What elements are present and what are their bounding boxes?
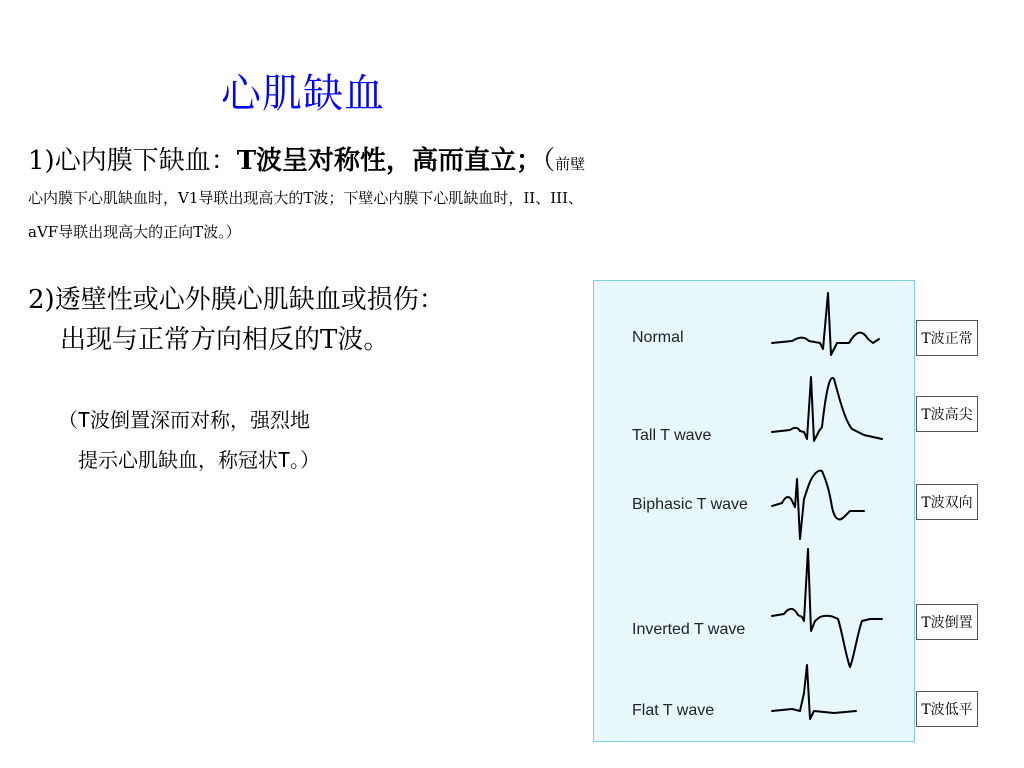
point-1-number: 1) — [28, 146, 55, 176]
tag-inverted: T波倒置 — [916, 604, 978, 640]
ecg-trace-normal — [772, 293, 879, 355]
ecg-label-normal: Normal — [632, 329, 684, 346]
ecg-figure — [593, 280, 915, 742]
ecg-trace-flat — [772, 665, 856, 719]
point-1-bold-text: T波呈对称性，高而直立； — [236, 146, 543, 176]
slide-title: 心肌缺血 — [221, 71, 385, 117]
ecg-traces — [594, 281, 916, 743]
ecg-label-biphasic: Biphasic T wave — [632, 496, 748, 513]
note-line-2: 提示心肌缺血，称冠状T。） — [78, 448, 321, 472]
point-2-bold-text: 出现与正常方向相反的T波。 — [60, 325, 390, 355]
tag-biphasic: T波双向 — [916, 484, 978, 520]
ecg-label-flat: Flat T wave — [632, 702, 715, 719]
ecg-trace-biphasic — [772, 471, 864, 539]
tag-normal: T波正常 — [916, 320, 978, 356]
tag-tall: T波高尖 — [916, 396, 978, 432]
point-1-note: 前壁心内膜下心肌缺血时，V1导联出现高大的T波；下壁心内膜下心肌缺血时，II、III、aVF导联出现高大的正向T波。） — [28, 155, 586, 241]
ecg-label-inverted: Inverted T wave — [632, 621, 746, 638]
note-line-1: （T波倒置深而对称，强烈地 — [58, 408, 311, 432]
coronary-t-note — [58, 400, 320, 480]
ecg-trace-tall — [772, 377, 882, 441]
point-1-heading: 心内膜下缺血： — [54, 146, 237, 176]
ecg-trace-inverted — [772, 549, 882, 667]
point-2-number: 2) — [28, 285, 55, 315]
ecg-label-tall: Tall T wave — [632, 427, 712, 444]
point-1 — [28, 144, 598, 246]
point-2-heading: 透壁性或心外膜心肌缺血或损伤： — [54, 285, 445, 315]
tag-flat: T波低平 — [916, 691, 978, 727]
point-2 — [28, 280, 598, 360]
point-1-paren: （ — [542, 146, 556, 176]
